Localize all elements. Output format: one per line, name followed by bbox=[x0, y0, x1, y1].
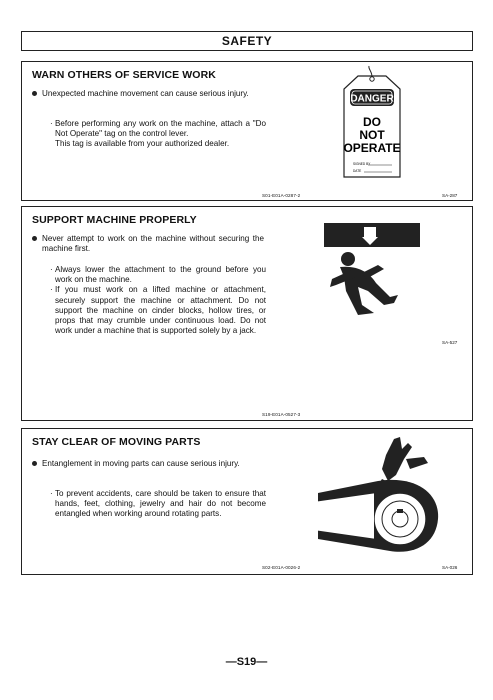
section-support-machine bbox=[21, 206, 473, 421]
sub-list bbox=[50, 489, 266, 520]
figure-code: SA-527 bbox=[442, 340, 458, 345]
figure-code: SA-026 bbox=[442, 565, 458, 570]
bullet-item bbox=[32, 89, 264, 99]
ref-number: S01-E01A-0287-2 bbox=[262, 193, 301, 198]
bullet-icon bbox=[32, 91, 37, 96]
section-title: STAY CLEAR OF MOVING PARTS bbox=[32, 436, 201, 448]
bullet-item bbox=[32, 459, 264, 469]
section-warn-others bbox=[21, 61, 473, 201]
sub-text: To prevent accidents, care should be taken to ensure that hands, feet, clothing, jewelry and hair do not become entangled when working around rotating parts. bbox=[55, 489, 266, 519]
sub-text: If you must work on a lifted machine or attachment, securely support the machine or attachment. Do not support the machine on cinder blocks, hollow tires, or props that may crumble under continuous load. Do not work under a machine that is supported solely by a jack. bbox=[55, 285, 266, 336]
tag-signed-label: SIGNED BY bbox=[353, 162, 371, 166]
sub-item: · Before performing any work on the machine, attach a "Do Not Operate" tag on the control lever. bbox=[50, 119, 266, 139]
sub-item: · If you must work on a lifted machine or attachment, securely support the machine or attachment. Do not support the machine on cinder blocks, hollow tires, or props that may crumble under continuous load. Do not work under a machine that is supported solely by a jack. bbox=[50, 285, 266, 336]
ref-number: S02-E01A-0026-2 bbox=[262, 565, 301, 570]
danger-tag-icon bbox=[322, 65, 422, 193]
section-title: SUPPORT MACHINE PROPERLY bbox=[32, 214, 197, 226]
bullet-icon bbox=[32, 236, 37, 241]
tag-danger-label: DANGER bbox=[350, 93, 394, 105]
bullet-text: Never attempt to work on the machine without securing the machine first. bbox=[42, 234, 264, 254]
bullet-item bbox=[32, 234, 264, 254]
tag-text-line: OPERATE bbox=[343, 141, 401, 155]
bullet-icon bbox=[32, 461, 37, 466]
sub-text: Before performing any work on the machine, attach a "Do Not Operate" tag on the control lever. bbox=[55, 119, 266, 139]
sub-text: This tag is available from your authorized dealer. bbox=[55, 139, 230, 149]
tag-date-label: DATE bbox=[353, 169, 362, 173]
bullet-text: Unexpected machine movement can cause serious injury. bbox=[42, 89, 249, 98]
bullet-text: Entanglement in moving parts can cause serious injury. bbox=[42, 459, 240, 468]
sub-list bbox=[50, 119, 266, 150]
tag-text-line: NOT bbox=[359, 128, 385, 142]
section-title: WARN OTHERS OF SERVICE WORK bbox=[32, 69, 216, 81]
entanglement-hazard-icon bbox=[298, 435, 448, 559]
sub-item: · Always lower the attachment to the ground before you work on the machine. bbox=[50, 265, 266, 285]
figure-code: SA-287 bbox=[442, 193, 458, 198]
ref-number: S19-E01A-0527-3 bbox=[262, 412, 301, 417]
sub-text: Always lower the attachment to the ground before you work on the machine. bbox=[55, 265, 266, 285]
sub-list bbox=[50, 265, 266, 336]
sub-item bbox=[50, 139, 266, 149]
page-header: SAFETY bbox=[21, 31, 473, 51]
tag-text-line: DO bbox=[363, 115, 381, 129]
section-moving-parts bbox=[21, 428, 473, 575]
page-number: —S19— bbox=[225, 656, 268, 668]
sub-item: · To prevent accidents, care should be taken to ensure that hands, feet, clothing, jewelry and hair do not become entangled when working around rotating parts. bbox=[50, 489, 266, 519]
crushing-hazard-icon bbox=[318, 217, 428, 317]
